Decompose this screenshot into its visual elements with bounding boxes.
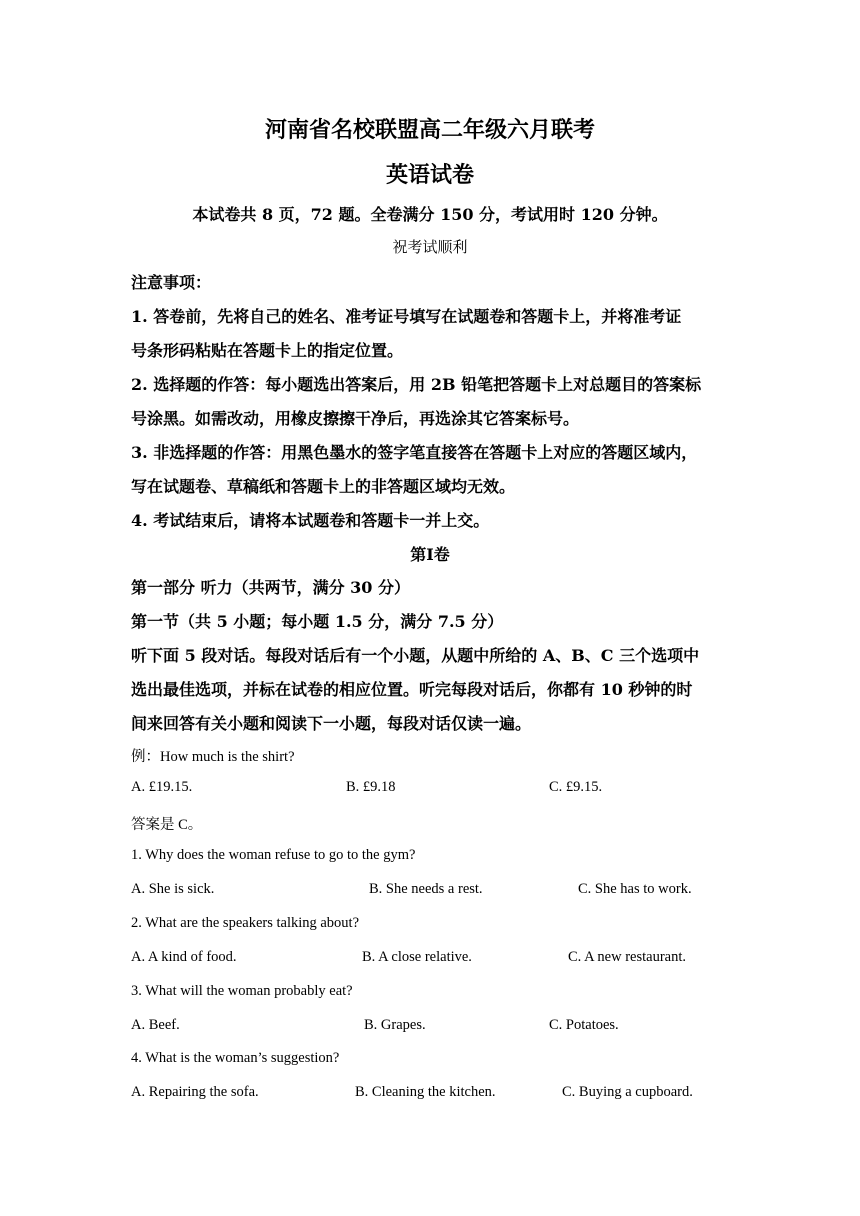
note-3-line-2: 写在试题卷、草稿纸和答题卡上的非答题区域均无效。 [131,477,516,496]
note-2-line-2: 号涂黑。如需改动，用橡皮擦擦干净后，再选涂其它答案标号。 [131,409,580,428]
question-2-option-a: A. A kind of food. [131,949,237,965]
notes-heading: 注意事项： [131,273,212,292]
note-4: 4. 考试结束后，请将本试题卷和答题卡一并上交。 [131,511,490,530]
section-1-heading: 第一节（共 5 小题；每小题 1.5 分，满分 7.5 分） [131,612,504,631]
question-4-option-b: B. Cleaning the kitchen. [355,1084,496,1100]
example-option-b: B. £9.18 [346,779,396,795]
instructions-line-2: 选出最佳选项，并标在试卷的相应位置。听完每段对话后，你都有 10 秒钟的时 [131,680,693,699]
subject-title: 英语试卷 [385,162,474,188]
good-luck-line: 祝考试顺利 [392,238,468,256]
question-1-option-a: A. She is sick. [131,881,215,897]
note-1-line-2: 号条形码粘贴在答题卡上的指定位置。 [131,341,404,360]
exam-title: 河南省名校联盟高二年级六月联考 [264,117,595,143]
question-3-option-b: B. Grapes. [364,1017,426,1033]
question-4: 4. What is the woman’s suggestion? [131,1050,340,1066]
question-3: 3. What will the woman probably eat? [131,983,353,999]
note-1-line-1: 1. 答卷前，先将自己的姓名、准考证号填写在试题卷和答题卡上，并将准考证 [131,307,682,326]
volume-heading: 第Ⅰ卷 [410,545,450,564]
question-1-option-b: B. She needs a rest. [369,881,483,897]
question-1-option-c: C. She has to work. [578,881,692,897]
note-2-line-1: 2. 选择题的作答：每小题选出答案后，用 2B 铅笔把答题卡上对总题目的答案标 [131,375,702,394]
example-answer: 答案是 C。 [131,817,203,833]
part-1-heading: 第一部分 听力（共两节，满分 30 分） [131,578,410,597]
question-4-option-c: C. Buying a cupboard. [562,1084,693,1100]
question-2-option-c: C. A new restaurant. [568,949,686,965]
question-4-option-a: A. Repairing the sofa. [131,1084,259,1100]
instructions-line-3: 间来回答有关小题和阅读下一小题，每段对话仅读一遍。 [131,714,532,733]
question-1: 1. Why does the woman refuse to go to the gym? [131,847,416,863]
question-3-option-a: A. Beef. [131,1017,180,1033]
example-option-c: C. £9.15. [549,779,603,795]
exam-info: 本试卷共 8 页，72 题。全卷满分 150 分，考试用时 120 分钟。 [192,205,668,224]
instructions-line-1: 听下面 5 段对话。每段对话后有一个小题，从题中所给的 A、B、C 三个选项中 [131,646,700,665]
example-question: 例：How much is the shirt? [131,749,295,765]
question-3-option-c: C. Potatoes. [549,1017,619,1033]
note-3-line-1: 3. 非选择题的作答：用黑色墨水的签字笔直接答在答题卡上对应的答题区域内， [131,443,698,462]
question-2: 2. What are the speakers talking about? [131,915,360,931]
example-option-a: A. £19.15. [131,779,193,795]
question-2-option-b: B. A close relative. [362,949,472,965]
